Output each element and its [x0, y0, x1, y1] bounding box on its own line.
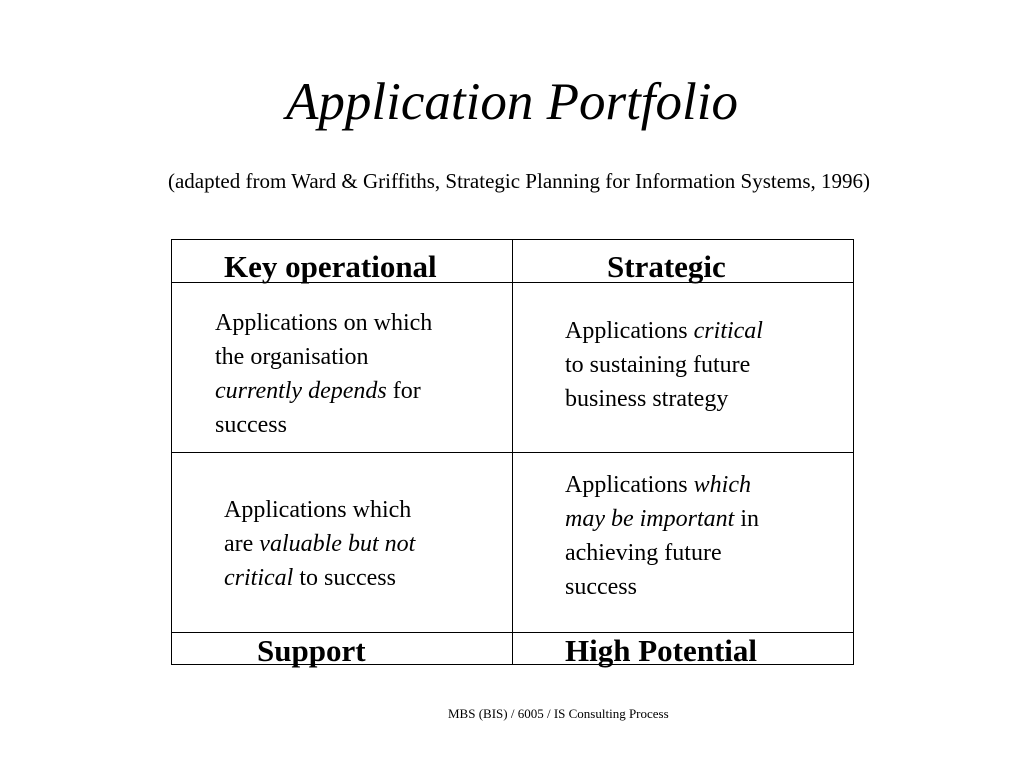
emphasis-text: may be important — [565, 506, 735, 532]
plain-text: to success — [293, 565, 396, 591]
key-operational-line — [215, 374, 432, 408]
slide-subtitle: (adapted from Ward & Griffiths, Strategic Planning for Information Systems, 1996) — [167, 169, 871, 193]
support-line — [224, 527, 415, 561]
key-operational-line: Applications on which — [215, 310, 433, 336]
support-line: Applications which — [224, 497, 412, 523]
emphasis-text: valuable but not — [259, 531, 416, 557]
key-operational-line: success — [215, 412, 287, 438]
slide-title: Application Portfolio — [286, 73, 738, 131]
high-potential-line: success — [565, 574, 637, 600]
support-line — [224, 561, 415, 595]
key-operational-heading: Key operational — [224, 249, 437, 284]
plain-text: Applications — [565, 472, 694, 498]
emphasis-text: critical — [224, 565, 294, 591]
plain-text: Applications — [565, 318, 694, 344]
slide-footer: MBS (BIS) / 6005 / IS Consulting Process — [448, 706, 669, 721]
support-heading: Support — [257, 633, 366, 668]
high-potential-description — [565, 468, 759, 604]
plain-text: in — [734, 506, 759, 532]
emphasis-text: currently depends — [215, 378, 387, 404]
high-potential-heading: High Potential — [565, 633, 758, 668]
plain-text: for — [386, 378, 421, 404]
key-operational-description — [215, 306, 432, 442]
high-potential-line — [565, 502, 759, 536]
strategic-line — [565, 314, 763, 348]
emphasis-text: which — [693, 472, 751, 498]
column-divider — [512, 240, 513, 664]
high-potential-line: achieving future — [565, 540, 722, 566]
support-description — [224, 493, 415, 595]
strategic-line: business strategy — [565, 386, 729, 412]
strategic-description — [565, 314, 763, 416]
emphasis-text: critical — [693, 318, 763, 344]
strategic-heading: Strategic — [607, 249, 726, 284]
high-potential-line — [565, 468, 759, 502]
strategic-line: to sustaining future — [565, 352, 751, 378]
key-operational-line: the organisation — [215, 344, 369, 370]
plain-text: are — [224, 531, 260, 557]
